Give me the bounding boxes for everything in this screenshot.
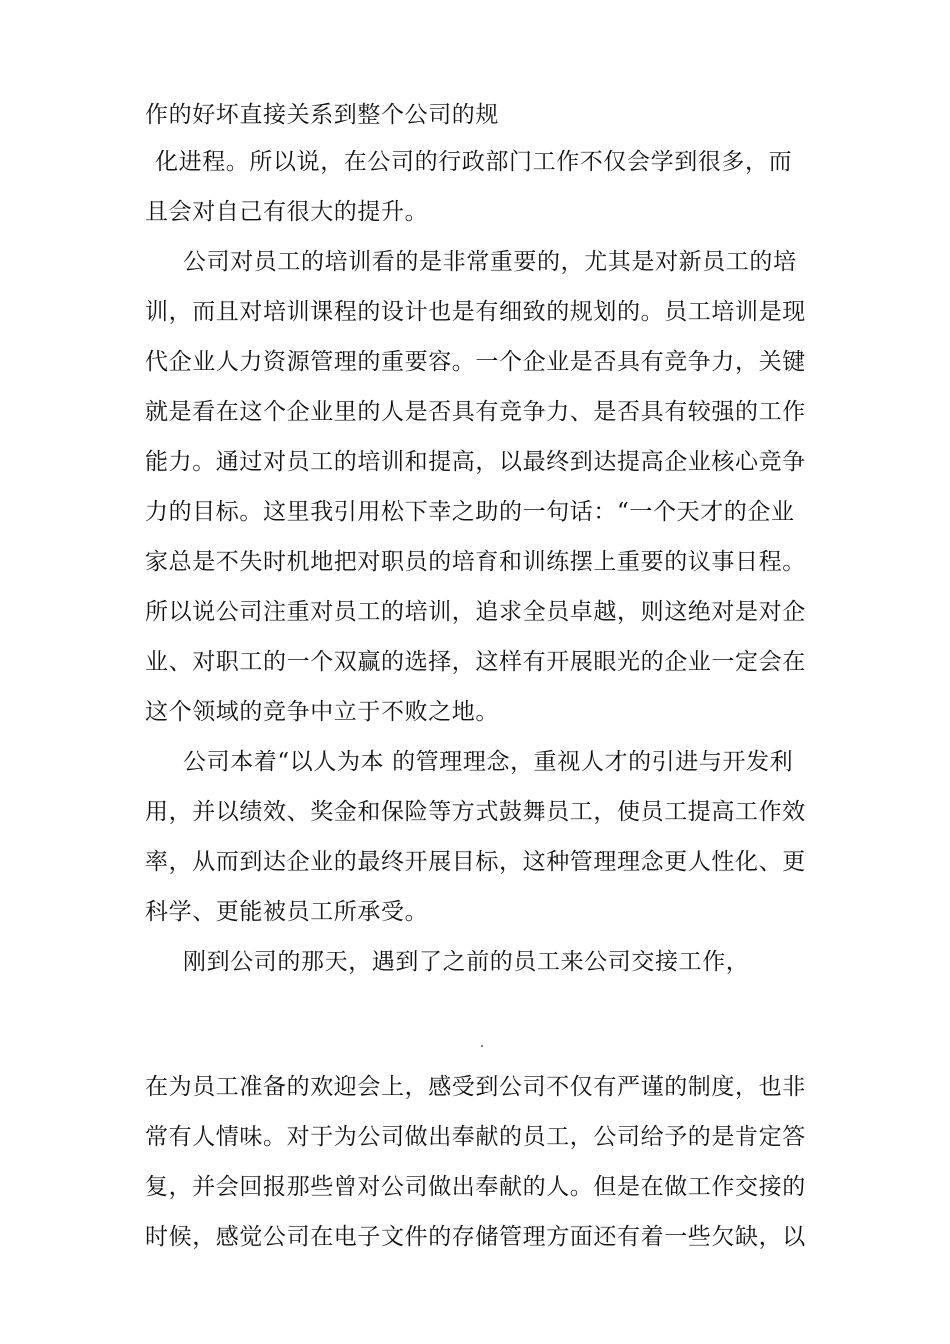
text-line: 公司对员工的培训看的是非常重要的，尤其是对新员工的培 bbox=[183, 249, 797, 275]
text-line: 这个领域的竞争中立于不败之地。 bbox=[145, 699, 499, 725]
text-line: 家总是不失时机地把对职员的培育和训练摆上重要的议事日程。 bbox=[145, 549, 806, 575]
text-line: 在为员工准备的欢迎会上，感受到公司不仅有严谨的制度，也非 bbox=[145, 1074, 806, 1100]
text-line: 常有人情味。对于为公司做出奉献的员工，公司给予的是肯定答 bbox=[145, 1124, 806, 1150]
text-line: 率，从而到达企业的最终开展目标，这种管理理念更人性化、更 bbox=[145, 849, 806, 875]
text-line: 刚到公司的那天，遇到了之前的员工来公司交接工作， bbox=[183, 949, 750, 975]
text-line: 所以说公司注重对员工的培训，追求全员卓越，则这绝对是对企 bbox=[145, 599, 806, 625]
text-line: 公司本着“以人为本 的管理理念，重视人才的引进与开发利 bbox=[183, 749, 794, 775]
text-line: 作的好坏直接关系到整个公司的规 bbox=[145, 102, 499, 128]
text-line: 力的目标。这里我引用松下幸之助的一句话：“一个天才的企业 bbox=[145, 499, 795, 525]
text-line: 化进程。所以说，在公司的行政部门工作不仅会学到很多，而 bbox=[155, 149, 793, 175]
text-line: 时候，感觉公司在电子文件的存储管理方面还有着一些欠缺，以 bbox=[145, 1224, 806, 1250]
text-line: 代企业人力资源管理的重要容。一个企业是否具有竞争力，关键 bbox=[145, 349, 806, 375]
text-line: 能力。通过对员工的培训和提高，以最终到达提高企业核心竞争 bbox=[145, 449, 806, 475]
page-break-dot bbox=[481, 1045, 483, 1047]
text-line: 且会对自己有很大的提升。 bbox=[145, 199, 429, 225]
text-line: 用，并以绩效、奖金和保险等方式鼓舞员工，使员工提高工作效 bbox=[145, 799, 806, 825]
text-line: 科学、更能被员工所承受。 bbox=[145, 899, 429, 925]
text-line: 训，而且对培训课程的设计也是有细致的规划的。员工培训是现 bbox=[145, 299, 806, 325]
text-line: 复，并会回报那些曾对公司做出奉献的人。但是在做工作交接的 bbox=[145, 1174, 806, 1200]
text-line: 就是看在这个企业里的人是否具有竞争力、是否具有较强的工作 bbox=[145, 399, 806, 425]
text-line: 业、对职工的一个双赢的选择，这样有开展眼光的企业一定会在 bbox=[145, 649, 806, 675]
